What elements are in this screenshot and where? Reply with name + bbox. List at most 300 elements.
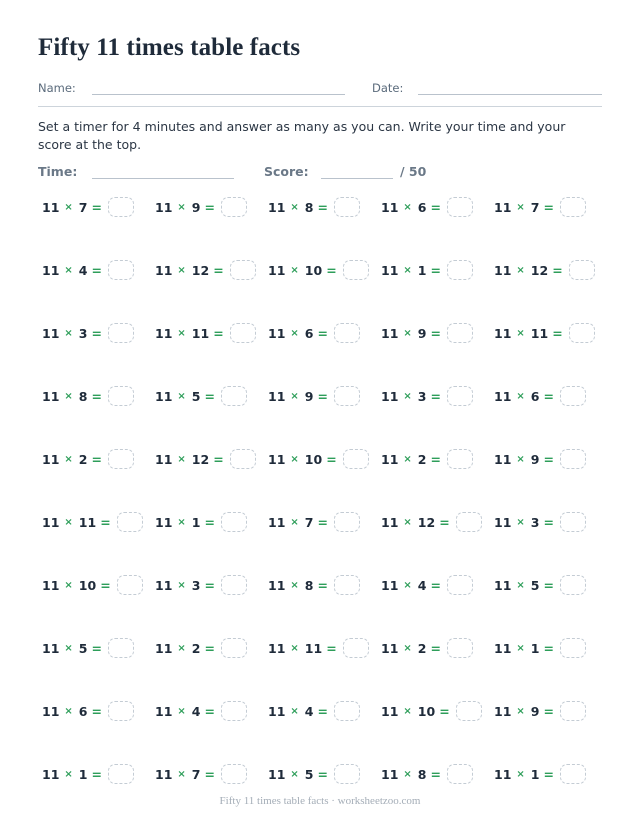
fact-multiplier: 9 xyxy=(304,388,314,404)
answer-box[interactable] xyxy=(560,764,586,784)
answer-box[interactable] xyxy=(221,701,247,721)
fact-multiplicand: 11 xyxy=(494,514,512,530)
times-sign: × xyxy=(516,579,525,591)
fact-item xyxy=(268,447,369,471)
answer-box[interactable] xyxy=(230,323,256,343)
fact-item xyxy=(381,195,473,219)
equals-sign: = xyxy=(91,199,102,215)
fact-multiplier: 3 xyxy=(417,388,427,404)
fact-item xyxy=(155,258,256,282)
times-sign: × xyxy=(64,201,73,213)
fact-item xyxy=(42,699,134,723)
answer-box[interactable] xyxy=(334,764,360,784)
answer-box[interactable] xyxy=(560,575,586,595)
equals-sign: = xyxy=(430,262,441,278)
fact-item xyxy=(155,447,256,471)
fact-item xyxy=(494,636,586,660)
fact-multiplier: 5 xyxy=(304,766,314,782)
times-sign: × xyxy=(177,264,186,276)
fact-multiplier: 1 xyxy=(530,640,540,656)
times-sign: × xyxy=(516,201,525,213)
answer-box[interactable] xyxy=(221,197,247,217)
answer-box[interactable] xyxy=(221,764,247,784)
fact-multiplicand: 11 xyxy=(494,703,512,719)
score-label: Score: xyxy=(264,164,309,179)
equals-sign: = xyxy=(91,262,102,278)
fact-item xyxy=(155,573,247,597)
fact-multiplicand: 11 xyxy=(381,766,399,782)
answer-box[interactable] xyxy=(343,260,369,280)
fact-item xyxy=(268,384,360,408)
fact-multiplicand: 11 xyxy=(42,766,60,782)
times-sign: × xyxy=(403,516,412,528)
answer-box[interactable] xyxy=(108,449,134,469)
fact-multiplier: 11 xyxy=(530,325,549,341)
answer-box[interactable] xyxy=(456,512,482,532)
fact-multiplicand: 11 xyxy=(494,577,512,593)
fact-multiplier: 8 xyxy=(78,388,88,404)
fact-multiplicand: 11 xyxy=(155,451,173,467)
times-sign: × xyxy=(403,390,412,402)
answer-box[interactable] xyxy=(108,323,134,343)
times-sign: × xyxy=(403,579,412,591)
fact-multiplier: 2 xyxy=(417,640,427,656)
answer-box[interactable] xyxy=(343,638,369,658)
fact-multiplicand: 11 xyxy=(268,451,286,467)
fact-multiplier: 9 xyxy=(417,325,427,341)
fact-multiplier: 5 xyxy=(78,640,88,656)
fact-item xyxy=(381,699,482,723)
times-sign: × xyxy=(64,579,73,591)
times-sign: × xyxy=(290,327,299,339)
answer-box[interactable] xyxy=(560,449,586,469)
date-label: Date: xyxy=(372,81,404,95)
fact-multiplicand: 11 xyxy=(268,325,286,341)
fact-item xyxy=(155,699,247,723)
times-sign: × xyxy=(64,264,73,276)
fact-multiplier: 7 xyxy=(304,514,314,530)
answer-box[interactable] xyxy=(447,764,473,784)
equals-sign: = xyxy=(543,514,554,530)
equals-sign: = xyxy=(430,451,441,467)
equals-sign: = xyxy=(430,577,441,593)
fact-multiplier: 12 xyxy=(191,451,210,467)
answer-box[interactable] xyxy=(560,701,586,721)
fact-multiplier: 1 xyxy=(78,766,88,782)
equals-sign: = xyxy=(439,703,450,719)
times-sign: × xyxy=(177,705,186,717)
fact-multiplicand: 11 xyxy=(42,325,60,341)
equals-sign: = xyxy=(317,703,328,719)
fact-item xyxy=(381,510,482,534)
answer-box[interactable] xyxy=(334,701,360,721)
fact-multiplicand: 11 xyxy=(494,766,512,782)
equals-sign: = xyxy=(430,199,441,215)
answer-box[interactable] xyxy=(221,575,247,595)
fact-multiplicand: 11 xyxy=(42,703,60,719)
times-sign: × xyxy=(177,768,186,780)
fact-item xyxy=(42,510,143,534)
fact-item xyxy=(155,195,247,219)
score-field[interactable] xyxy=(321,178,393,179)
fact-multiplier: 12 xyxy=(530,262,549,278)
equals-sign: = xyxy=(317,388,328,404)
fact-multiplicand: 11 xyxy=(268,388,286,404)
fact-multiplier: 10 xyxy=(304,451,323,467)
times-sign: × xyxy=(516,264,525,276)
answer-box[interactable] xyxy=(569,260,595,280)
fact-multiplier: 6 xyxy=(530,388,540,404)
times-sign: × xyxy=(177,201,186,213)
times-sign: × xyxy=(290,642,299,654)
fact-item xyxy=(155,321,256,345)
fact-item xyxy=(155,636,247,660)
fact-multiplier: 1 xyxy=(417,262,427,278)
fact-multiplicand: 11 xyxy=(268,262,286,278)
times-sign: × xyxy=(290,705,299,717)
answer-box[interactable] xyxy=(108,260,134,280)
answer-box[interactable] xyxy=(334,512,360,532)
fact-multiplicand: 11 xyxy=(42,262,60,278)
fact-multiplier: 12 xyxy=(417,514,436,530)
times-sign: × xyxy=(290,390,299,402)
answer-box[interactable] xyxy=(334,323,360,343)
fact-multiplier: 7 xyxy=(530,199,540,215)
equals-sign: = xyxy=(91,703,102,719)
times-sign: × xyxy=(516,705,525,717)
times-sign: × xyxy=(290,264,299,276)
fact-multiplier: 9 xyxy=(530,451,540,467)
answer-box[interactable] xyxy=(108,638,134,658)
times-sign: × xyxy=(403,642,412,654)
fact-item xyxy=(381,258,473,282)
fact-item xyxy=(42,636,134,660)
fact-multiplier: 2 xyxy=(78,451,88,467)
answer-box[interactable] xyxy=(117,512,143,532)
answer-box[interactable] xyxy=(447,197,473,217)
fact-multiplicand: 11 xyxy=(494,325,512,341)
fact-multiplicand: 11 xyxy=(42,577,60,593)
equals-sign: = xyxy=(317,766,328,782)
answer-box[interactable] xyxy=(447,260,473,280)
fact-multiplier: 6 xyxy=(304,325,314,341)
equals-sign: = xyxy=(213,451,224,467)
fact-item xyxy=(494,195,586,219)
equals-sign: = xyxy=(430,325,441,341)
equals-sign: = xyxy=(543,766,554,782)
times-sign: × xyxy=(290,201,299,213)
fact-multiplier: 9 xyxy=(191,199,201,215)
fact-multiplier: 11 xyxy=(304,640,323,656)
fact-multiplier: 8 xyxy=(304,199,314,215)
fact-multiplicand: 11 xyxy=(155,766,173,782)
fact-item xyxy=(42,258,134,282)
times-sign: × xyxy=(516,768,525,780)
times-sign: × xyxy=(403,705,412,717)
answer-box[interactable] xyxy=(230,449,256,469)
equals-sign: = xyxy=(204,766,215,782)
equals-sign: = xyxy=(552,262,563,278)
fact-item xyxy=(381,636,473,660)
page-title: Fifty 11 times table facts xyxy=(38,34,301,61)
times-sign: × xyxy=(516,327,525,339)
fact-multiplier: 6 xyxy=(417,199,427,215)
fact-item xyxy=(268,762,360,786)
fact-multiplier: 4 xyxy=(304,703,314,719)
fact-multiplier: 2 xyxy=(191,640,201,656)
fact-multiplier: 1 xyxy=(191,514,201,530)
times-sign: × xyxy=(290,516,299,528)
answer-box[interactable] xyxy=(447,575,473,595)
equals-sign: = xyxy=(204,388,215,404)
times-sign: × xyxy=(64,768,73,780)
fact-multiplicand: 11 xyxy=(155,640,173,656)
equals-sign: = xyxy=(552,325,563,341)
fact-item xyxy=(381,447,473,471)
times-sign: × xyxy=(177,579,186,591)
fact-multiplier: 7 xyxy=(78,199,88,215)
times-sign: × xyxy=(177,327,186,339)
fact-multiplier: 4 xyxy=(78,262,88,278)
fact-item xyxy=(42,447,134,471)
fact-multiplier: 4 xyxy=(191,703,201,719)
fact-multiplier: 11 xyxy=(78,514,97,530)
fact-multiplicand: 11 xyxy=(381,199,399,215)
fact-multiplicand: 11 xyxy=(381,640,399,656)
fact-multiplier: 10 xyxy=(417,703,436,719)
equals-sign: = xyxy=(213,262,224,278)
equals-sign: = xyxy=(204,703,215,719)
fact-multiplier: 5 xyxy=(191,388,201,404)
answer-box[interactable] xyxy=(447,638,473,658)
fact-item xyxy=(268,510,360,534)
fact-multiplicand: 11 xyxy=(42,451,60,467)
fact-item xyxy=(155,762,247,786)
fact-item xyxy=(268,573,360,597)
equals-sign: = xyxy=(430,640,441,656)
times-sign: × xyxy=(403,264,412,276)
fact-item xyxy=(155,384,247,408)
answer-box[interactable] xyxy=(108,197,134,217)
fact-multiplier: 11 xyxy=(191,325,210,341)
fact-multiplicand: 11 xyxy=(381,325,399,341)
date-field[interactable] xyxy=(418,94,602,95)
fact-multiplier: 4 xyxy=(417,577,427,593)
equals-sign: = xyxy=(213,325,224,341)
equals-sign: = xyxy=(91,388,102,404)
times-sign: × xyxy=(516,642,525,654)
fact-multiplicand: 11 xyxy=(268,766,286,782)
answer-box[interactable] xyxy=(108,764,134,784)
fact-multiplier: 1 xyxy=(530,766,540,782)
answer-box[interactable] xyxy=(456,701,482,721)
equals-sign: = xyxy=(204,640,215,656)
answer-box[interactable] xyxy=(569,323,595,343)
answer-box[interactable] xyxy=(221,386,247,406)
times-sign: × xyxy=(177,516,186,528)
fact-multiplicand: 11 xyxy=(381,451,399,467)
answer-box[interactable] xyxy=(334,575,360,595)
equals-sign: = xyxy=(317,514,328,530)
equals-sign: = xyxy=(91,451,102,467)
fact-multiplicand: 11 xyxy=(381,514,399,530)
fact-multiplicand: 11 xyxy=(268,640,286,656)
answer-box[interactable] xyxy=(447,449,473,469)
fact-multiplicand: 11 xyxy=(494,262,512,278)
times-sign: × xyxy=(516,516,525,528)
fact-multiplicand: 11 xyxy=(42,388,60,404)
fact-item xyxy=(494,384,586,408)
equals-sign: = xyxy=(91,325,102,341)
equals-sign: = xyxy=(317,577,328,593)
answer-box[interactable] xyxy=(560,386,586,406)
equals-sign: = xyxy=(543,199,554,215)
answer-box[interactable] xyxy=(117,575,143,595)
fact-multiplicand: 11 xyxy=(155,388,173,404)
fact-item xyxy=(42,573,143,597)
fact-item xyxy=(268,258,369,282)
times-sign: × xyxy=(177,390,186,402)
fact-multiplicand: 11 xyxy=(381,388,399,404)
answer-box[interactable] xyxy=(108,701,134,721)
fact-item xyxy=(494,321,595,345)
header-divider xyxy=(38,106,602,107)
fact-multiplicand: 11 xyxy=(268,514,286,530)
fact-multiplicand: 11 xyxy=(381,703,399,719)
times-sign: × xyxy=(177,642,186,654)
times-sign: × xyxy=(403,201,412,213)
equals-sign: = xyxy=(543,451,554,467)
fact-item xyxy=(494,510,586,534)
answer-box[interactable] xyxy=(560,512,586,532)
answer-box[interactable] xyxy=(334,197,360,217)
fact-item xyxy=(494,762,586,786)
equals-sign: = xyxy=(439,514,450,530)
fact-multiplicand: 11 xyxy=(42,640,60,656)
fact-multiplier: 9 xyxy=(530,703,540,719)
fact-multiplier: 8 xyxy=(417,766,427,782)
instructions: Set a timer for 4 minutes and answer as many as you can. Write your time and your score at the top. xyxy=(38,119,566,152)
times-sign: × xyxy=(64,642,73,654)
fact-multiplier: 3 xyxy=(78,325,88,341)
times-sign: × xyxy=(64,390,73,402)
equals-sign: = xyxy=(204,199,215,215)
fact-item xyxy=(268,699,360,723)
equals-sign: = xyxy=(543,577,554,593)
answer-box[interactable] xyxy=(560,197,586,217)
fact-multiplicand: 11 xyxy=(155,262,173,278)
time-label: Time: xyxy=(38,164,78,179)
fact-multiplicand: 11 xyxy=(42,514,60,530)
times-sign: × xyxy=(177,453,186,465)
answer-box[interactable] xyxy=(560,638,586,658)
fact-item xyxy=(494,447,586,471)
fact-multiplicand: 11 xyxy=(155,199,173,215)
equals-sign: = xyxy=(204,514,215,530)
fact-multiplicand: 11 xyxy=(494,388,512,404)
equals-sign: = xyxy=(100,577,111,593)
times-sign: × xyxy=(64,453,73,465)
equals-sign: = xyxy=(317,325,328,341)
fact-multiplicand: 11 xyxy=(381,577,399,593)
fact-item xyxy=(268,195,360,219)
equals-sign: = xyxy=(204,577,215,593)
name-label: Name: xyxy=(38,81,76,95)
equals-sign: = xyxy=(543,640,554,656)
fact-multiplier: 10 xyxy=(78,577,97,593)
footer: Fifty 11 times table facts · worksheetzoo.com xyxy=(219,795,421,807)
times-sign: × xyxy=(290,453,299,465)
fact-multiplicand: 11 xyxy=(42,199,60,215)
fact-multiplier: 6 xyxy=(78,703,88,719)
fact-multiplicand: 11 xyxy=(494,640,512,656)
fact-multiplicand: 11 xyxy=(155,325,173,341)
equals-sign: = xyxy=(326,640,337,656)
fact-multiplier: 7 xyxy=(191,766,201,782)
answer-box[interactable] xyxy=(230,260,256,280)
name-field[interactable] xyxy=(92,94,345,95)
fact-multiplicand: 11 xyxy=(268,577,286,593)
fact-multiplier: 5 xyxy=(530,577,540,593)
equals-sign: = xyxy=(100,514,111,530)
fact-multiplier: 10 xyxy=(304,262,323,278)
fact-multiplier: 3 xyxy=(191,577,201,593)
fact-item xyxy=(494,573,586,597)
fact-item xyxy=(42,195,134,219)
answer-box[interactable] xyxy=(334,386,360,406)
times-sign: × xyxy=(516,453,525,465)
fact-item xyxy=(381,384,473,408)
times-sign: × xyxy=(403,768,412,780)
fact-item xyxy=(42,321,134,345)
times-sign: × xyxy=(64,705,73,717)
answer-box[interactable] xyxy=(221,512,247,532)
fact-multiplicand: 11 xyxy=(381,262,399,278)
times-sign: × xyxy=(290,768,299,780)
equals-sign: = xyxy=(430,388,441,404)
times-sign: × xyxy=(64,327,73,339)
equals-sign: = xyxy=(543,703,554,719)
fact-item xyxy=(42,762,134,786)
answer-box[interactable] xyxy=(447,323,473,343)
times-sign: × xyxy=(403,453,412,465)
fact-item xyxy=(494,258,595,282)
fact-item xyxy=(381,321,473,345)
times-sign: × xyxy=(403,327,412,339)
fact-multiplicand: 11 xyxy=(155,577,173,593)
fact-item xyxy=(42,384,134,408)
time-field[interactable] xyxy=(92,178,234,179)
fact-multiplicand: 11 xyxy=(494,451,512,467)
fact-multiplier: 3 xyxy=(530,514,540,530)
answer-box[interactable] xyxy=(343,449,369,469)
equals-sign: = xyxy=(326,451,337,467)
equals-sign: = xyxy=(91,766,102,782)
times-sign: × xyxy=(516,390,525,402)
fact-item xyxy=(268,321,360,345)
fact-multiplier: 2 xyxy=(417,451,427,467)
equals-sign: = xyxy=(317,199,328,215)
fact-multiplicand: 11 xyxy=(494,199,512,215)
times-sign: × xyxy=(64,516,73,528)
fact-multiplicand: 11 xyxy=(268,703,286,719)
answer-box[interactable] xyxy=(447,386,473,406)
answer-box[interactable] xyxy=(108,386,134,406)
fact-multiplier: 12 xyxy=(191,262,210,278)
times-sign: × xyxy=(290,579,299,591)
equals-sign: = xyxy=(91,640,102,656)
answer-box[interactable] xyxy=(221,638,247,658)
